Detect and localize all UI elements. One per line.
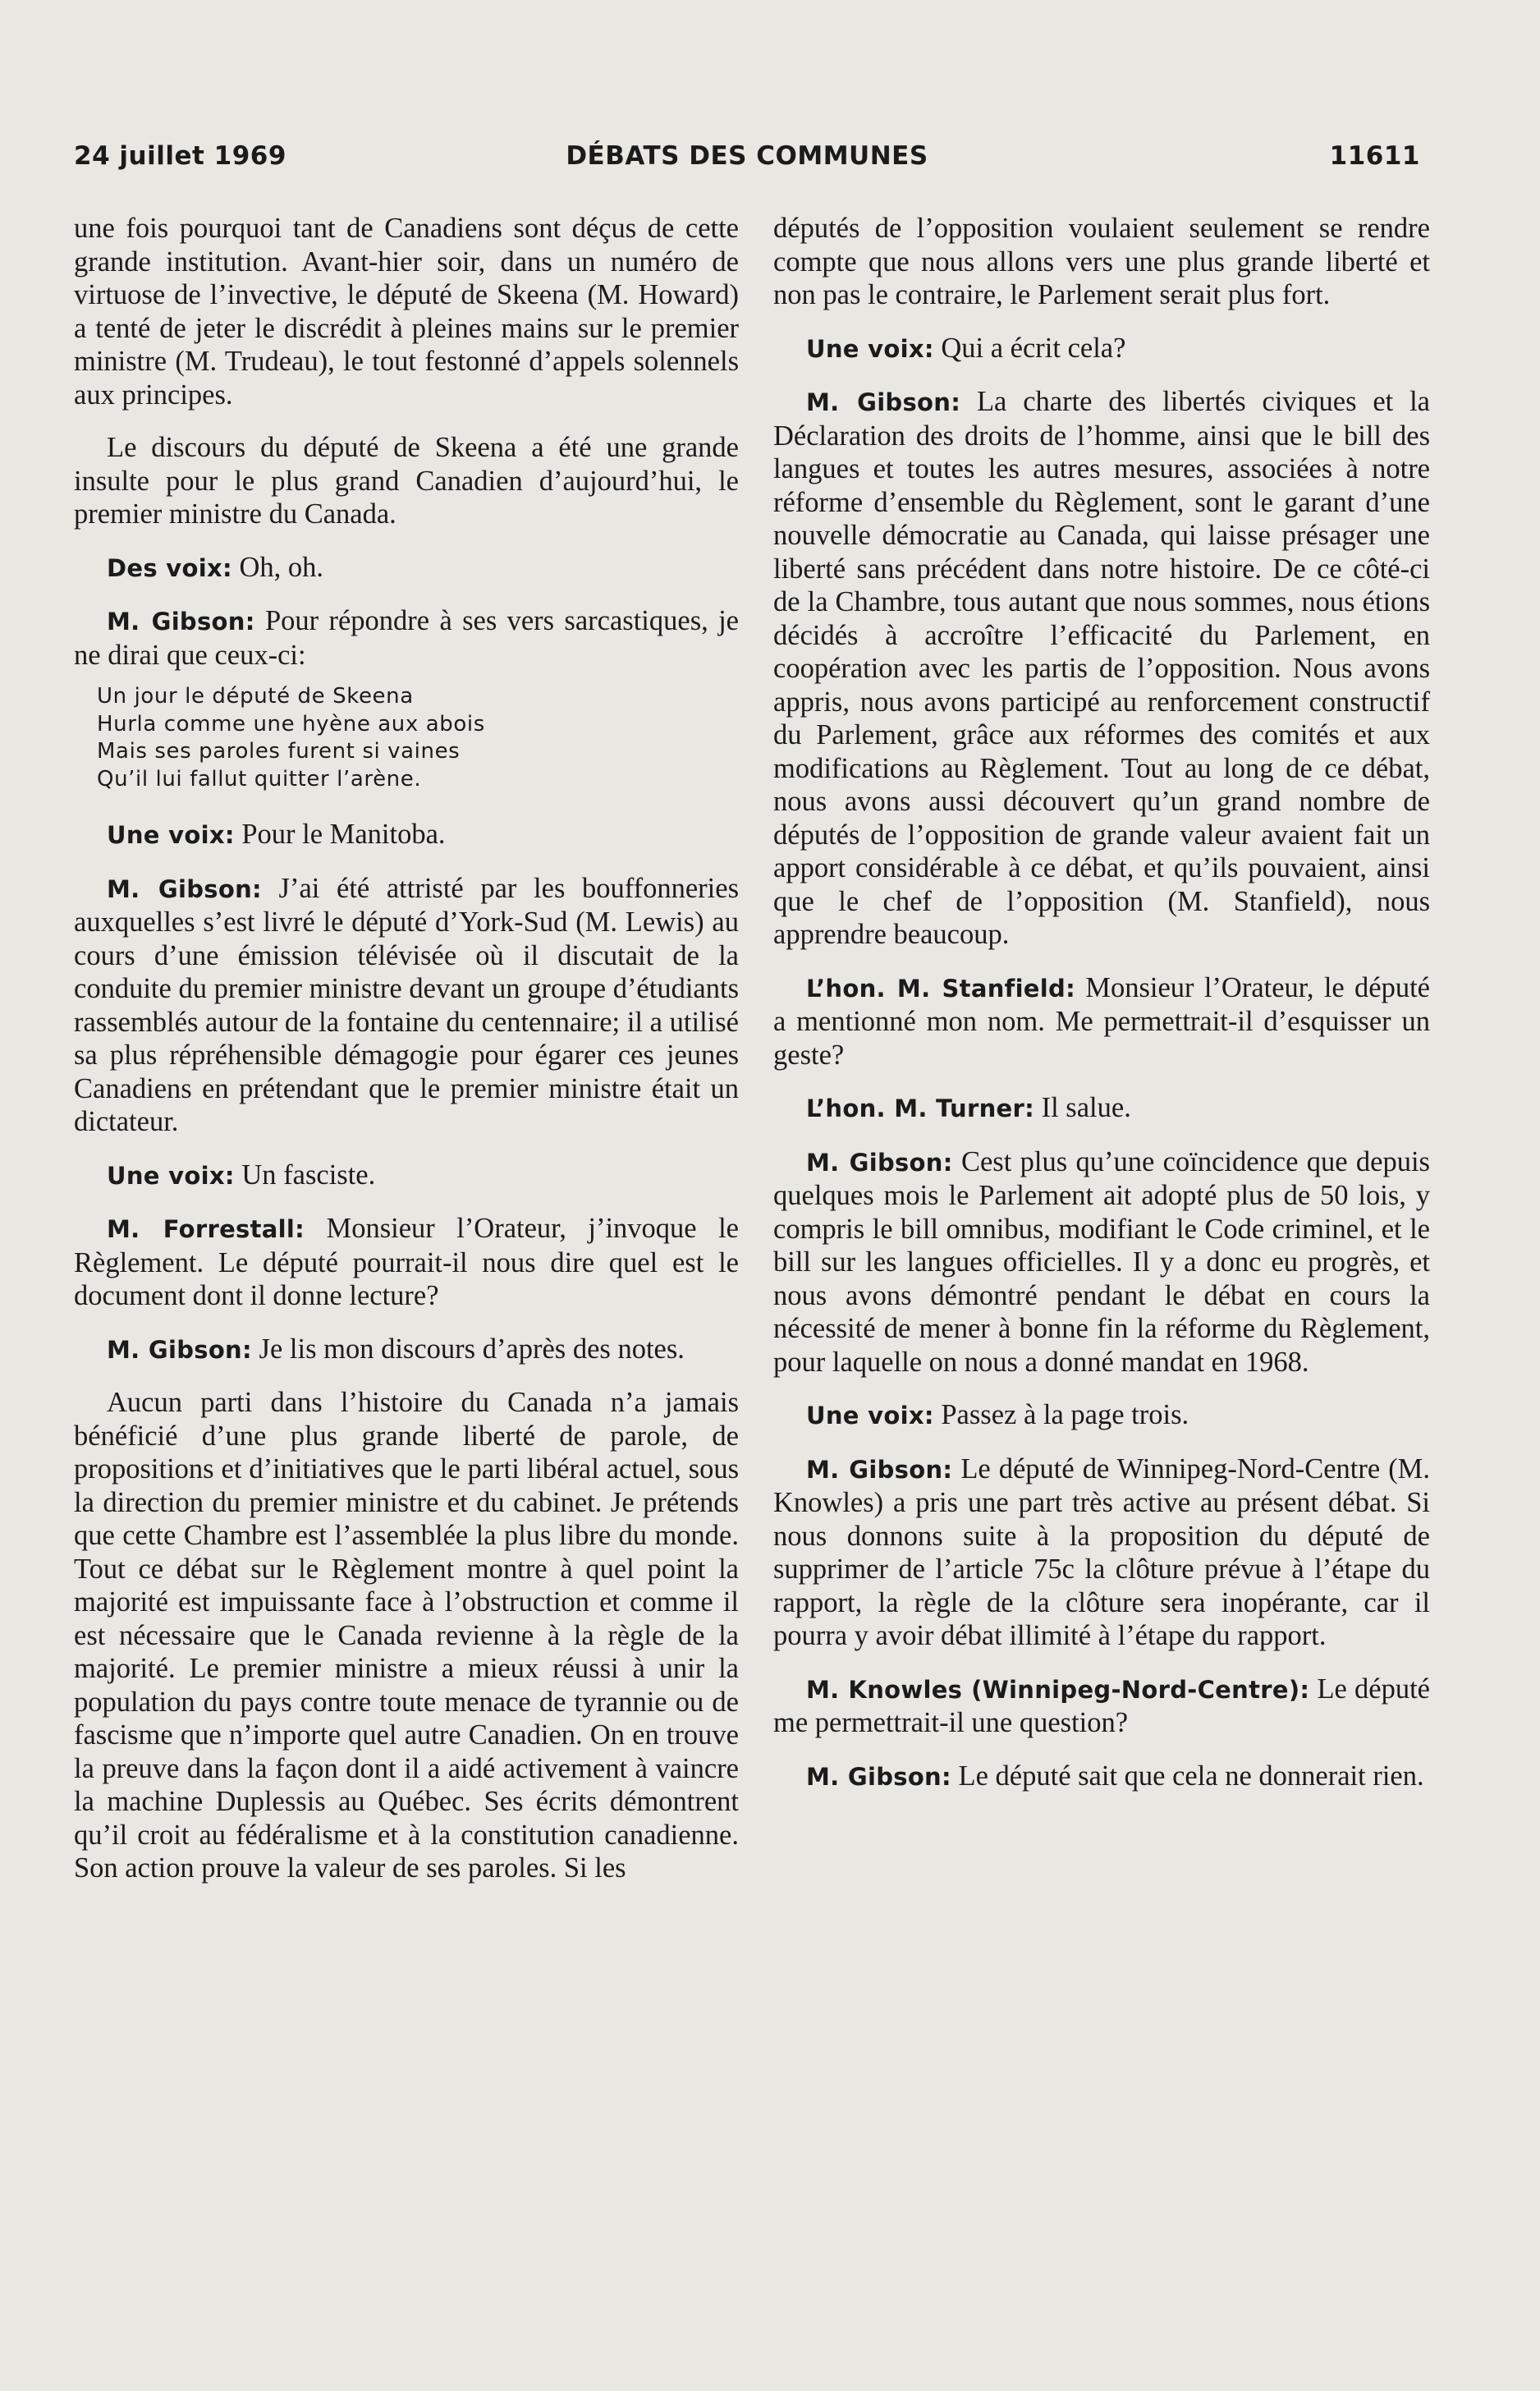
speech-paragraph (773, 1673, 1430, 1740)
speaker-name: M. Gibson: (806, 1762, 951, 1791)
speech-text: Un fasciste. (234, 1159, 376, 1191)
speaker-name: L’hon. M. Turner: (806, 1095, 1034, 1122)
right-column (773, 212, 1430, 1813)
speaker-name: Une voix: (107, 1161, 235, 1190)
speech-paragraph (74, 604, 739, 672)
speech-text: Qui a écrit cela? (933, 332, 1126, 364)
speaker-name: M. Knowles (Winnipeg-Nord-Centre): (806, 1675, 1310, 1704)
speech-text: Passez à la page trois. (933, 1399, 1189, 1430)
speech-paragraph (74, 1159, 739, 1193)
header-page-number: 11611 (1329, 141, 1420, 171)
speech-paragraph (773, 971, 1430, 1072)
speech-paragraph (773, 332, 1430, 366)
speech-text: Oh, oh. (231, 551, 324, 583)
paragraph: Le discours du député de Skeena a été une grande insulte pour le plus grand Canadien d’aujourd’hui, le premier ministre du Canada. (74, 432, 739, 530)
speaker-name: M. Gibson: (107, 874, 262, 903)
speech-text: Le député me permettrait-il une question? (773, 1673, 1430, 1738)
speech-paragraph (773, 1452, 1430, 1653)
speech-text: Pour répondre à ses vers sarcastiques, je ne dirai que ceux-ci: (74, 605, 739, 671)
poem-line: Qu’il lui fallut quitter l’arène. (97, 766, 422, 792)
speech-paragraph (74, 872, 739, 1139)
speaker-name: Une voix: (806, 1402, 934, 1430)
paragraph: Aucun parti dans l’histoire du Canada n’a jamais bénéficié d’une plus grande liberté de parole, de propositions et d’initiatives que le parti libéral actuel, sous la direction du premier ministre et du cabinet. Je prétends que cette Chambre est l’assemblée la plus libre du monde. Tout ce débat sur le Règlement montre à quel point la majorité est impuissante face à l’obstruction et comme il est nécessaire que le Canada revienne à la règle de la majorité. Le premier ministre a mieux réussi à unir la population du pays contre toute menace de tyrannie ou de fascisme que n’importe quel autre Canadien. On en trouve la preuve dans la façon dont il a aidé activement à vaincre la machine Duplessis au Québec. Ses écrits démontrent qu’il croit au fédéralisme et à la constitution canadienne. Son action prouve la valeur de ses paroles. Si les (74, 1387, 739, 1884)
speech-text: Je lis mon discours d’après des notes. (251, 1333, 685, 1365)
speech-paragraph (773, 385, 1430, 952)
speech-paragraph (773, 1145, 1430, 1379)
speech-paragraph (773, 1091, 1430, 1126)
page-header (74, 141, 1420, 182)
speech-paragraph (74, 818, 739, 852)
speech-paragraph (74, 551, 739, 585)
speech-text: Le député sait que cela ne donnerait rien. (951, 1760, 1424, 1792)
speaker-name: M. Gibson: (806, 1455, 953, 1484)
header-date: 24 juillet 1969 (74, 141, 286, 171)
speech-text: Monsieur l’Orateur, le député a mentionné mon nom. Me permettrait-il d’esquisser un geste? (773, 971, 1430, 1071)
speaker-name: M. Forrestall: (107, 1215, 305, 1243)
speech-text: Il salue. (1034, 1092, 1131, 1123)
speaker-name: M. Gibson: (806, 1148, 953, 1177)
speech-text: Monsieur l’Orateur, j’invoque le Règlement. Le député pourrait-il nous dire quel est le document dont il donne lecture? (74, 1213, 739, 1311)
left-column (74, 212, 739, 1905)
speech-paragraph (74, 1333, 739, 1367)
speech-text: La charte des libertés civiques et la Déclaration des droits de l’homme, ainsi que le bill des langues et toutes les autres mesures, associées à notre réforme d’ensemble du Règlement, sont le garant d’une nouvelle démocratie au Canada, qui laisse présager une liberté sans précédent dans notre histoire. De ce côté-ci de la Chambre, tous autant que nous sommes, nous étions décidés à accroître l’efficacité du Parlement, en coopération avec les partis de l’opposition. Nous avons appris, nous avons participé au renforcement constructif du Parlement, grâce aux réformes des comités et aux modifications au Règlement. Tout au long de ce débat, nous avons aussi découvert qu’un grand nombre de députés de l’opposition de grande valeur avaient fait un apport considérable à ce débat, et qu’ils pouvaient, ainsi que le chef de l’opposition (M. Stanfield), nous apprendre beaucoup. (773, 386, 1430, 950)
speech-text: J’ai été attristé par les bouffonneries auxquelles s’est livré le député d’York-Sud (M. Lewis) au cours d’une émission télévisée où il discutait de la conduite du premier ministre devant un groupe d’étudiants rassemblés autour de la fontaine du centennaire; il a utilisé sa plus répréhensible démagogie pour égarer ces jeunes Canadiens en prétendant que le premier ministre était un dictateur. (74, 872, 739, 1137)
speaker-name: M. Gibson: (107, 608, 255, 636)
speech-paragraph (773, 1398, 1430, 1433)
speaker-name: M. Gibson: (107, 1335, 252, 1364)
paragraph: députés de l’opposition voulaient seulement se rendre compte que nous allons vers une plus grande liberté et non pas le contraire, le Parlement serait plus fort. (773, 213, 1430, 310)
speaker-name: Une voix: (806, 334, 934, 363)
header-title: DÉBATS DES COMMUNES (566, 141, 928, 171)
speech-paragraph (74, 1212, 739, 1313)
poem-line: Hurla comme une hyène aux abois (97, 711, 485, 737)
speech-text: Cest plus qu’une coïncidence que depuis quelques mois le Parlement ait adopté plus de 50 lois, y compris le bill omnibus, modifiant le Code criminel, et le bill sur les langues officielles. Il y a donc eu progrès, et nous avons démontré pendant le débat en cours la nécessité de mener à bonne fin la réforme du Règlement, pour laquelle on nous a donné mandat en 1968. (773, 1145, 1430, 1378)
poem (97, 683, 739, 793)
speaker-name: L’hon. M. Stanfield: (806, 974, 1075, 1003)
paragraph: une fois pourquoi tant de Canadiens sont déçus de cette grande institution. Avant-hier soir, dans un numéro de virtuose de l’invective, le député de Skeena (M. Howard) a tenté de jeter le discrédit à pleines mains sur le premier ministre (M. Trudeau), le tout festonné d’appels solennels aux principes. (74, 213, 739, 411)
speech-text: Le député de Winnipeg-Nord-Centre (M. Knowles) a pris une part très active au présent débat. Si nous donnons suite à la proposition du député de supprimer de l’article 75c la clôture prévue à l’étape du rapport, la règle de la clôture sera inopérante, car il pourra y avoir débat illimité à l’étape du rapport. (773, 1452, 1430, 1651)
speaker-name: Une voix: (107, 821, 235, 849)
speaker-name: M. Gibson: (806, 388, 961, 416)
speech-paragraph (773, 1760, 1430, 1794)
poem-line: Mais ses paroles furent si vaines (97, 739, 461, 764)
speech-text: Pour le Manitoba. (234, 819, 446, 850)
poem-line: Un jour le député de Skeena (97, 684, 414, 709)
speaker-name: Des voix: (107, 553, 232, 582)
